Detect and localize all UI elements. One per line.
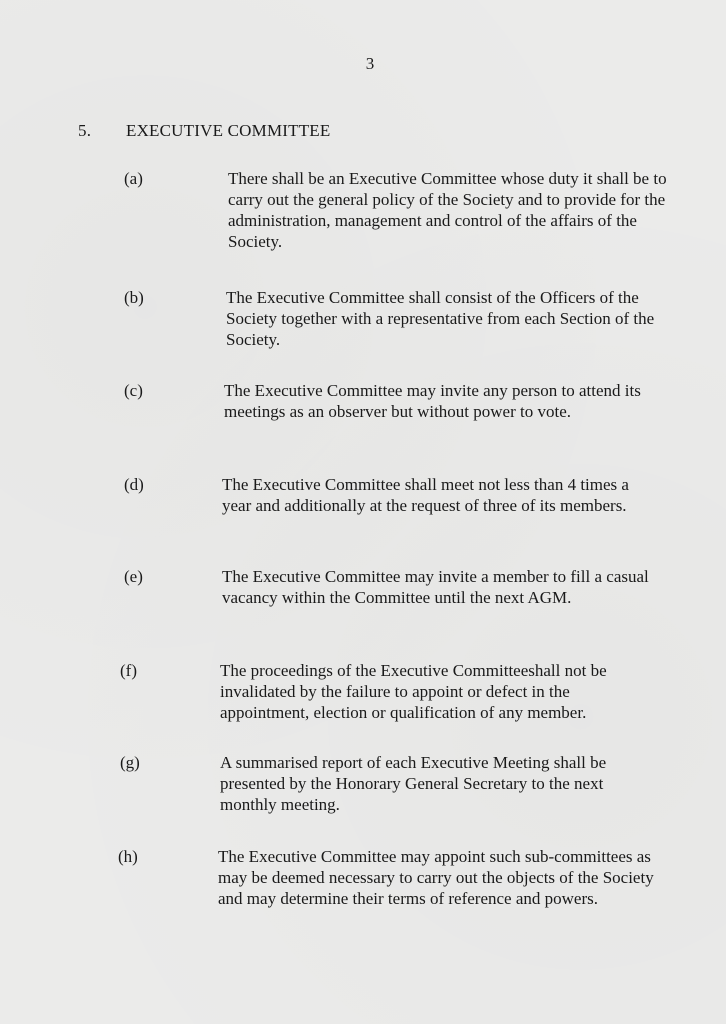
clause-label: (g) [120, 753, 140, 772]
clause-label: (b) [124, 288, 144, 307]
page-number: 3 [365, 54, 375, 73]
clause-text: The Executive Committee shall consist of the Officers of the Society together with a representative from each Section of the Society. [226, 288, 655, 349]
clause-text: The proceedings of the Executive Committeeshall not be invalidated by the failure to appoint or defect in the appointment, election or qualification of any member. [220, 661, 607, 722]
clause-text: The Executive Committee may invite any person to attend its meetings as an observer but without power to vote. [224, 381, 641, 421]
clause-text: The Executive Committee may appoint such sub-committees as may be deemed necessary to carry out the objects of the Society and may determine their terms of reference and powers. [218, 847, 654, 908]
section-heading [78, 121, 330, 141]
section-number: 5. [78, 121, 92, 140]
clause-text: The Executive Committee shall meet not less than 4 times a year and additionally at the request of three of its members. [222, 475, 629, 515]
clause-text: There shall be an Executive Committee whose duty it shall be to carry out the general policy of the Society and to provide for the administration, management and control of the affairs of the Society. [228, 169, 667, 251]
clause-label: (d) [124, 475, 144, 494]
clause-text: A summarised report of each Executive Meeting shall be presented by the Honorary General Secretary to the next monthly meeting. [220, 753, 607, 814]
clause-text: The Executive Committee may invite a member to fill a casual vacancy within the Committee until the next AGM. [222, 567, 649, 607]
clause-label: (a) [124, 169, 143, 188]
clause-label: (c) [124, 381, 143, 400]
clause-label: (e) [124, 567, 143, 586]
clause-label: (h) [118, 847, 138, 866]
section-title: EXECUTIVE COMMITTEE [126, 121, 331, 140]
clause-label: (f) [120, 661, 137, 680]
